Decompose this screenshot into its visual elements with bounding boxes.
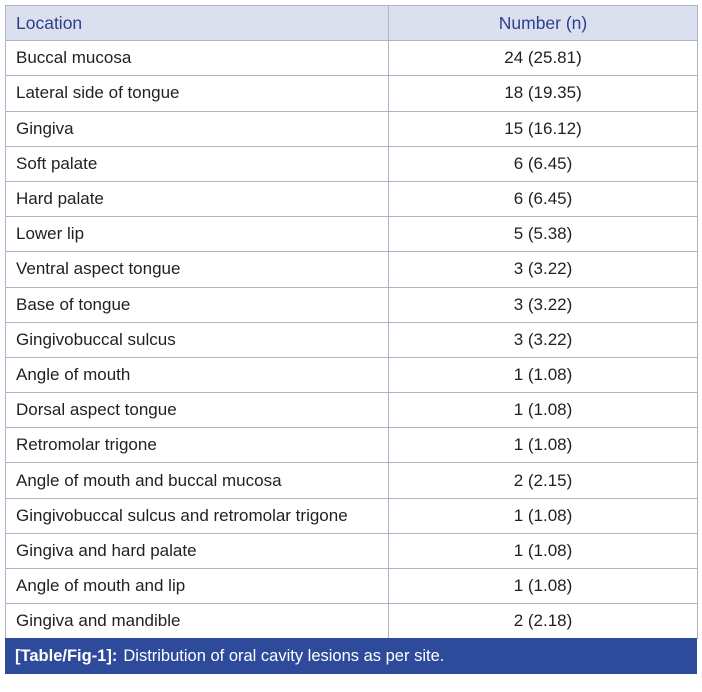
table-row [6,357,698,392]
table-row [6,498,698,533]
caption-text: Distribution of oral cavity lesions as per site. [123,646,445,665]
cell-number: 6 (6.45) [389,146,698,181]
table-row [6,322,698,357]
cell-number: 18 (19.35) [389,76,698,111]
cell-location: Gingivobuccal sulcus and retromolar trigone [6,498,389,533]
cell-location: Ventral aspect tongue [6,252,389,287]
table-row [6,146,698,181]
table-row [6,463,698,498]
cell-location: Base of tongue [6,287,389,322]
cell-location: Angle of mouth and buccal mucosa [6,463,389,498]
cell-number: 15 (16.12) [389,111,698,146]
table-row [6,252,698,287]
cell-number: 24 (25.81) [389,41,698,76]
cell-number: 6 (6.45) [389,181,698,216]
table-header-row [6,6,698,41]
column-header-location: Location [6,6,389,41]
table-row [6,217,698,252]
table-figure [5,5,697,674]
cell-number: 1 (1.08) [389,393,698,428]
figure-caption [5,638,697,674]
table-row [6,533,698,568]
table-row [6,181,698,216]
cell-number: 3 (3.22) [389,287,698,322]
cell-location: Angle of mouth and lip [6,569,389,604]
cell-location: Soft palate [6,146,389,181]
table-row [6,287,698,322]
cell-location: Retromolar trigone [6,428,389,463]
table-row [6,76,698,111]
table-row [6,111,698,146]
cell-location: Hard palate [6,181,389,216]
cell-location: Dorsal aspect tongue [6,393,389,428]
cell-number: 2 (2.18) [389,604,698,639]
cell-location: Buccal mucosa [6,41,389,76]
lesion-distribution-table [5,5,698,639]
cell-number: 1 (1.08) [389,533,698,568]
cell-number: 1 (1.08) [389,569,698,604]
cell-location: Gingiva and mandible [6,604,389,639]
caption-label: [Table/Fig-1]: [15,646,118,665]
cell-location: Angle of mouth [6,357,389,392]
cell-number: 5 (5.38) [389,217,698,252]
cell-location: Lateral side of tongue [6,76,389,111]
table-body [6,41,698,639]
cell-location: Gingiva and hard palate [6,533,389,568]
table-row [6,393,698,428]
table-row [6,569,698,604]
table-row [6,428,698,463]
table-row [6,604,698,639]
column-header-number: Number (n) [389,6,698,41]
cell-location: Gingivobuccal sulcus [6,322,389,357]
cell-location: Lower lip [6,217,389,252]
cell-number: 2 (2.15) [389,463,698,498]
table-row [6,41,698,76]
cell-number: 1 (1.08) [389,498,698,533]
cell-number: 3 (3.22) [389,322,698,357]
cell-number: 1 (1.08) [389,428,698,463]
cell-number: 1 (1.08) [389,357,698,392]
cell-number: 3 (3.22) [389,252,698,287]
cell-location: Gingiva [6,111,389,146]
